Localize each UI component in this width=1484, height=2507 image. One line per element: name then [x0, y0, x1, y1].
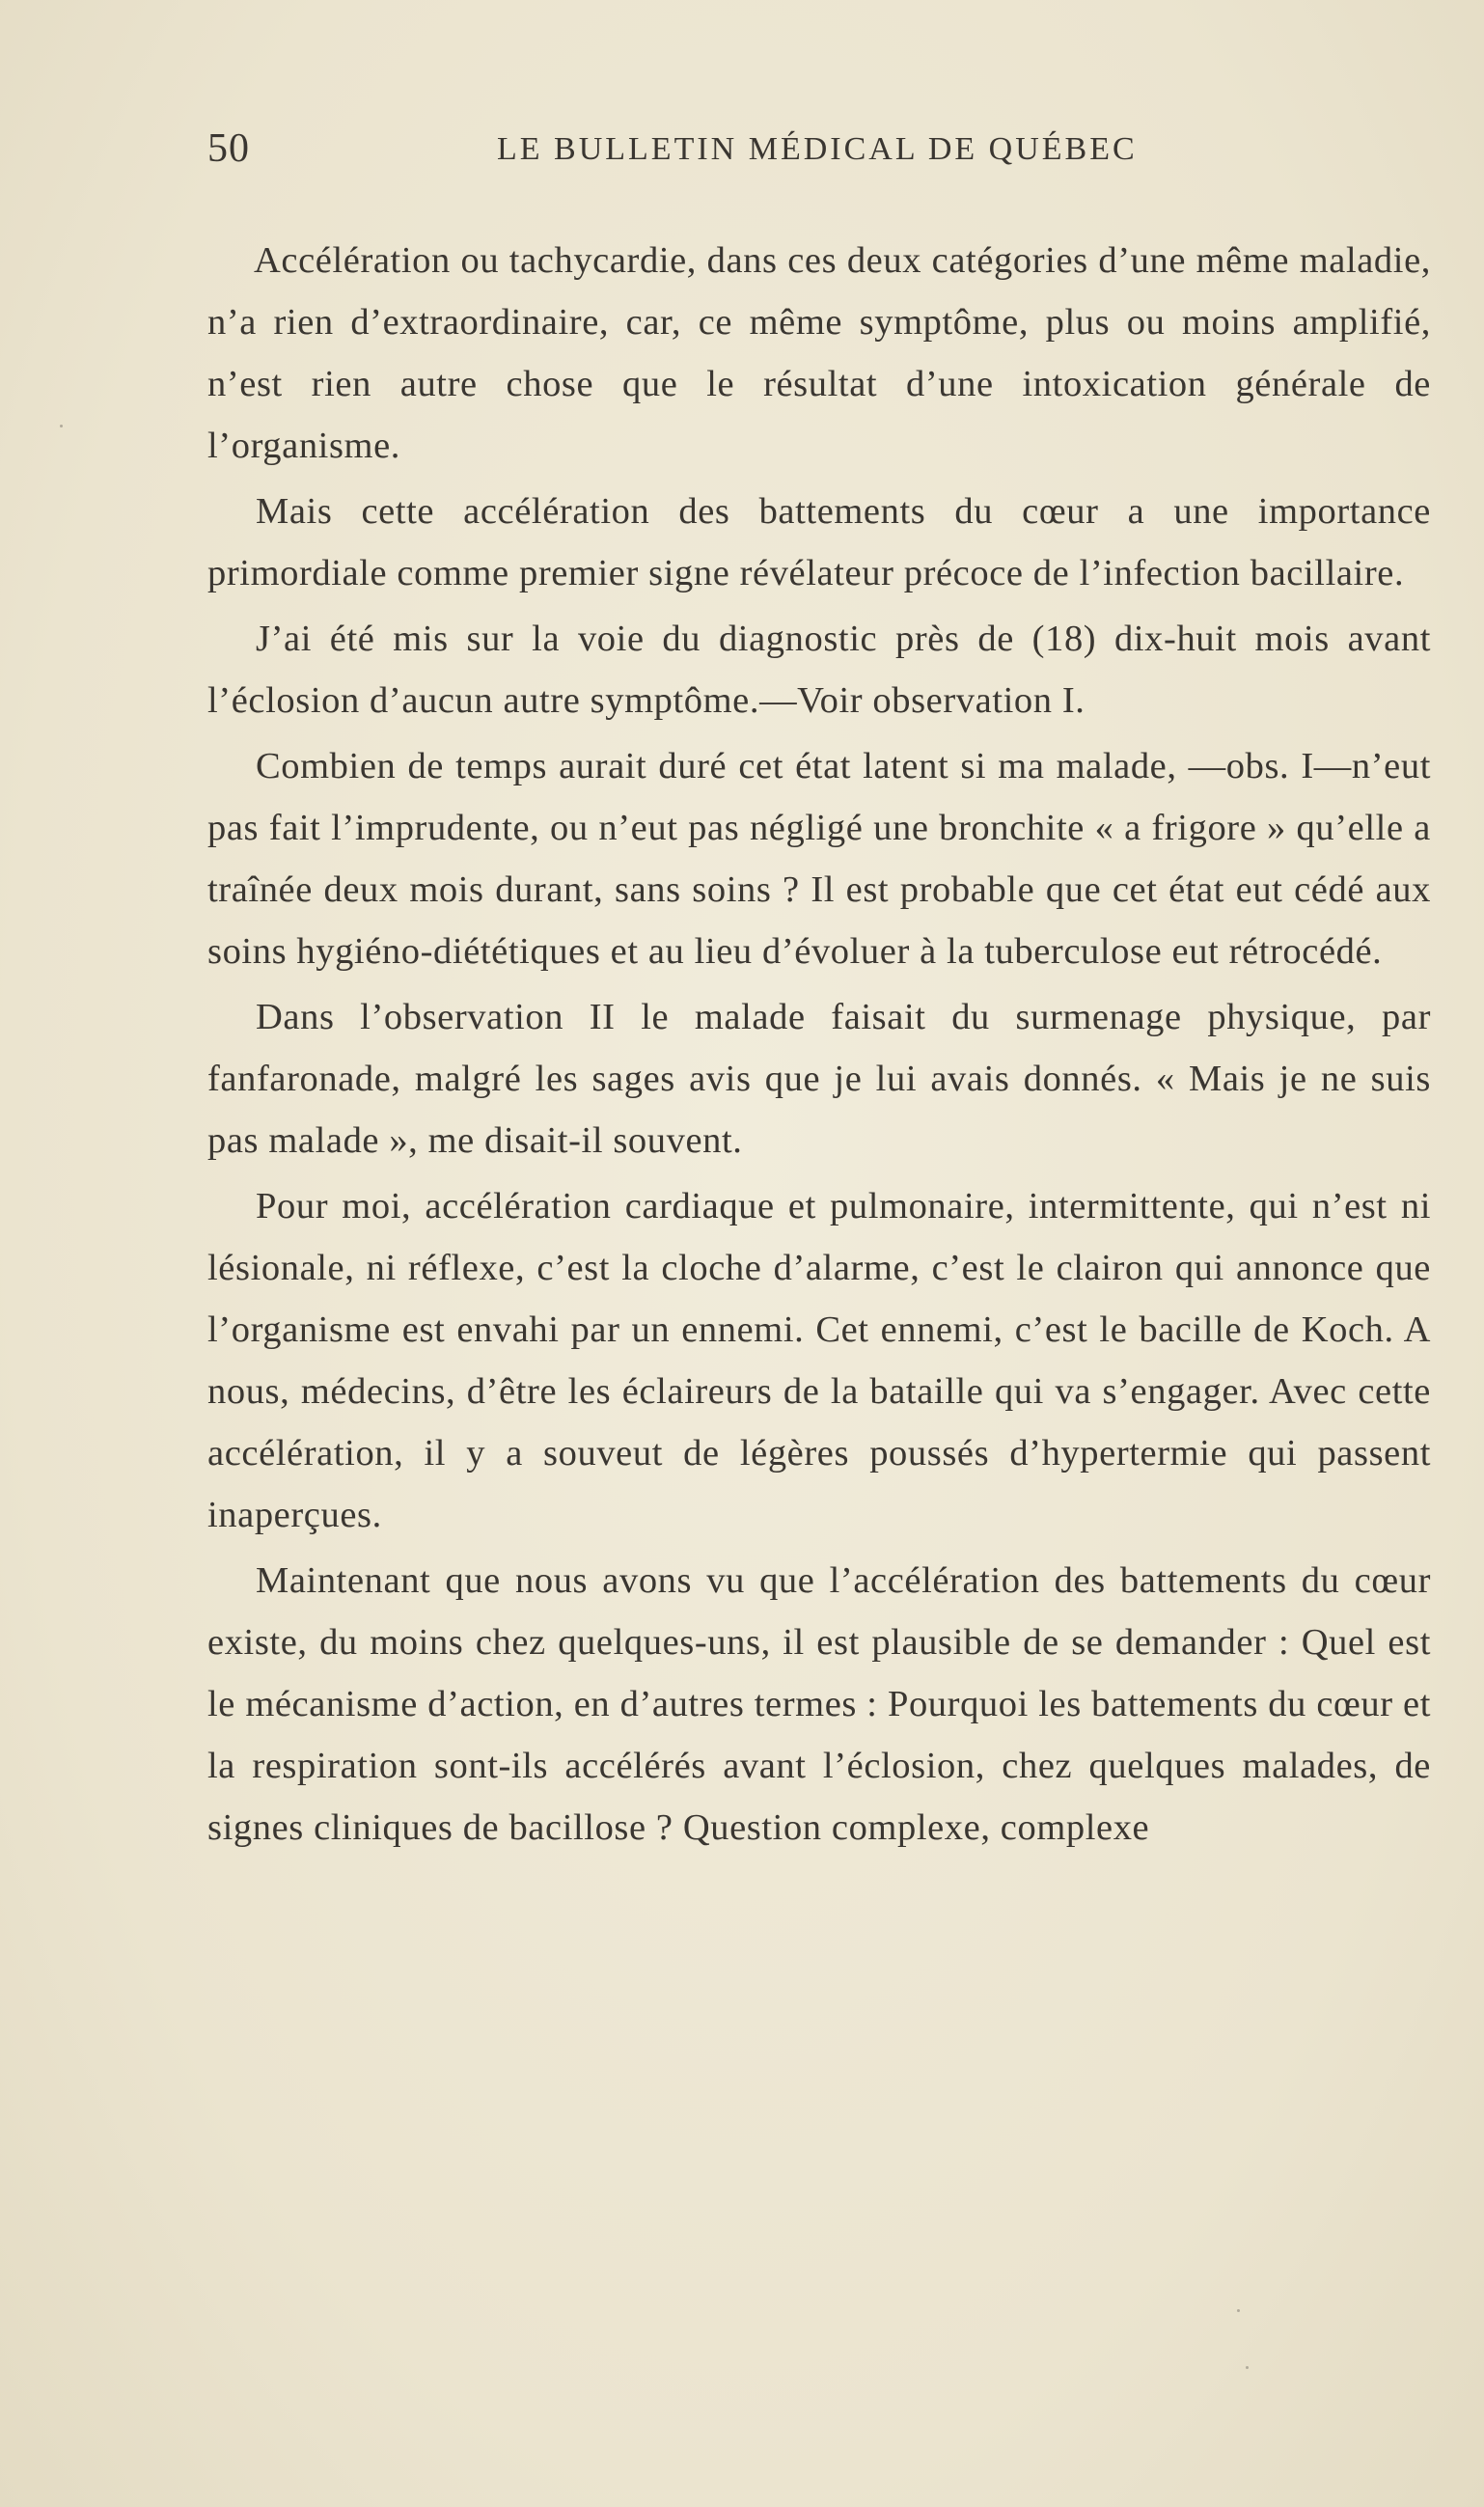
page-header: [207, 125, 1431, 183]
running-title: LE BULLETIN MÉDICAL DE QUÉBEC: [497, 131, 1138, 167]
paragraph-7: Maintenant que nous avons vu que l’accélération des battements du cœur existe, du moins chez quelques-uns, il est plausible de se demander : Quel est le mécanisme d’action, en d’autres termes : Pourquoi les battements du cœur et la respiration sont-ils accélérés avant l’éclosion, chez quelques malades, de signes cliniques de bacillose ? Question complexe, complexe: [207, 1560, 1431, 1848]
paper-speck: [1246, 2366, 1249, 2369]
page-number: 50: [207, 126, 250, 171]
paragraph-2: Mais cette accélération des battements du cœur a une importance primordiale comme premier signe révélateur précoce de l’infection bacillaire.: [207, 491, 1431, 593]
paragraph-6: Pour moi, accélération cardiaque et pulmonaire, intermittente, qui n’est ni lésionale, ni réflexe, c’est la cloche d’alarme, c’est le clairon qui annonce que l’organisme est envahi par un ennemi. Cet ennemi, c’est le bacille de Koch. A nous, médecins, d’être les éclaireurs de la bataille qui va s’engager. Avec cette accélération, il y a souveut de légères poussés d’hypertermie qui passent inaperçues.: [207, 1186, 1431, 1535]
paragraph-5: Dans l’observation II le malade faisait du surmenage physique, par fanfaronade, malgré les sages avis que je lui avais donnés. « Mais je ne suis pas malade », me disait-il souvent.: [207, 997, 1431, 1161]
paper-speck: [60, 425, 63, 427]
paragraph-1: Accélération ou tachycardie, dans ces deux catégories d’une même maladie, n’a rien d’extraordinaire, car, ce même symptôme, plus ou moins amplifié, n’est rien autre chose que le résultat d’une intoxication générale de l’organisme.: [207, 240, 1431, 466]
paragraph-3: J’ai été mis sur la voie du diagnostic près de (18) dix-huit mois avant l’éclosion d’aucun autre symptôme.—Voir observation I.: [207, 619, 1431, 721]
page-body: [207, 230, 1431, 1862]
paragraph-4: Combien de temps aurait duré cet état latent si ma malade, —obs. I—n’eut pas fait l’imprudente, ou n’eut pas négligé une bronchite « a frigore » qu’elle a traînée deux mois durant, sans soins ? Il est probable que cet état eut cédé aux soins hygiéno-diététiques et au lieu d’évoluer à la tuberculose eut rétrocédé.: [207, 746, 1431, 972]
paper-speck: [1237, 2309, 1240, 2312]
